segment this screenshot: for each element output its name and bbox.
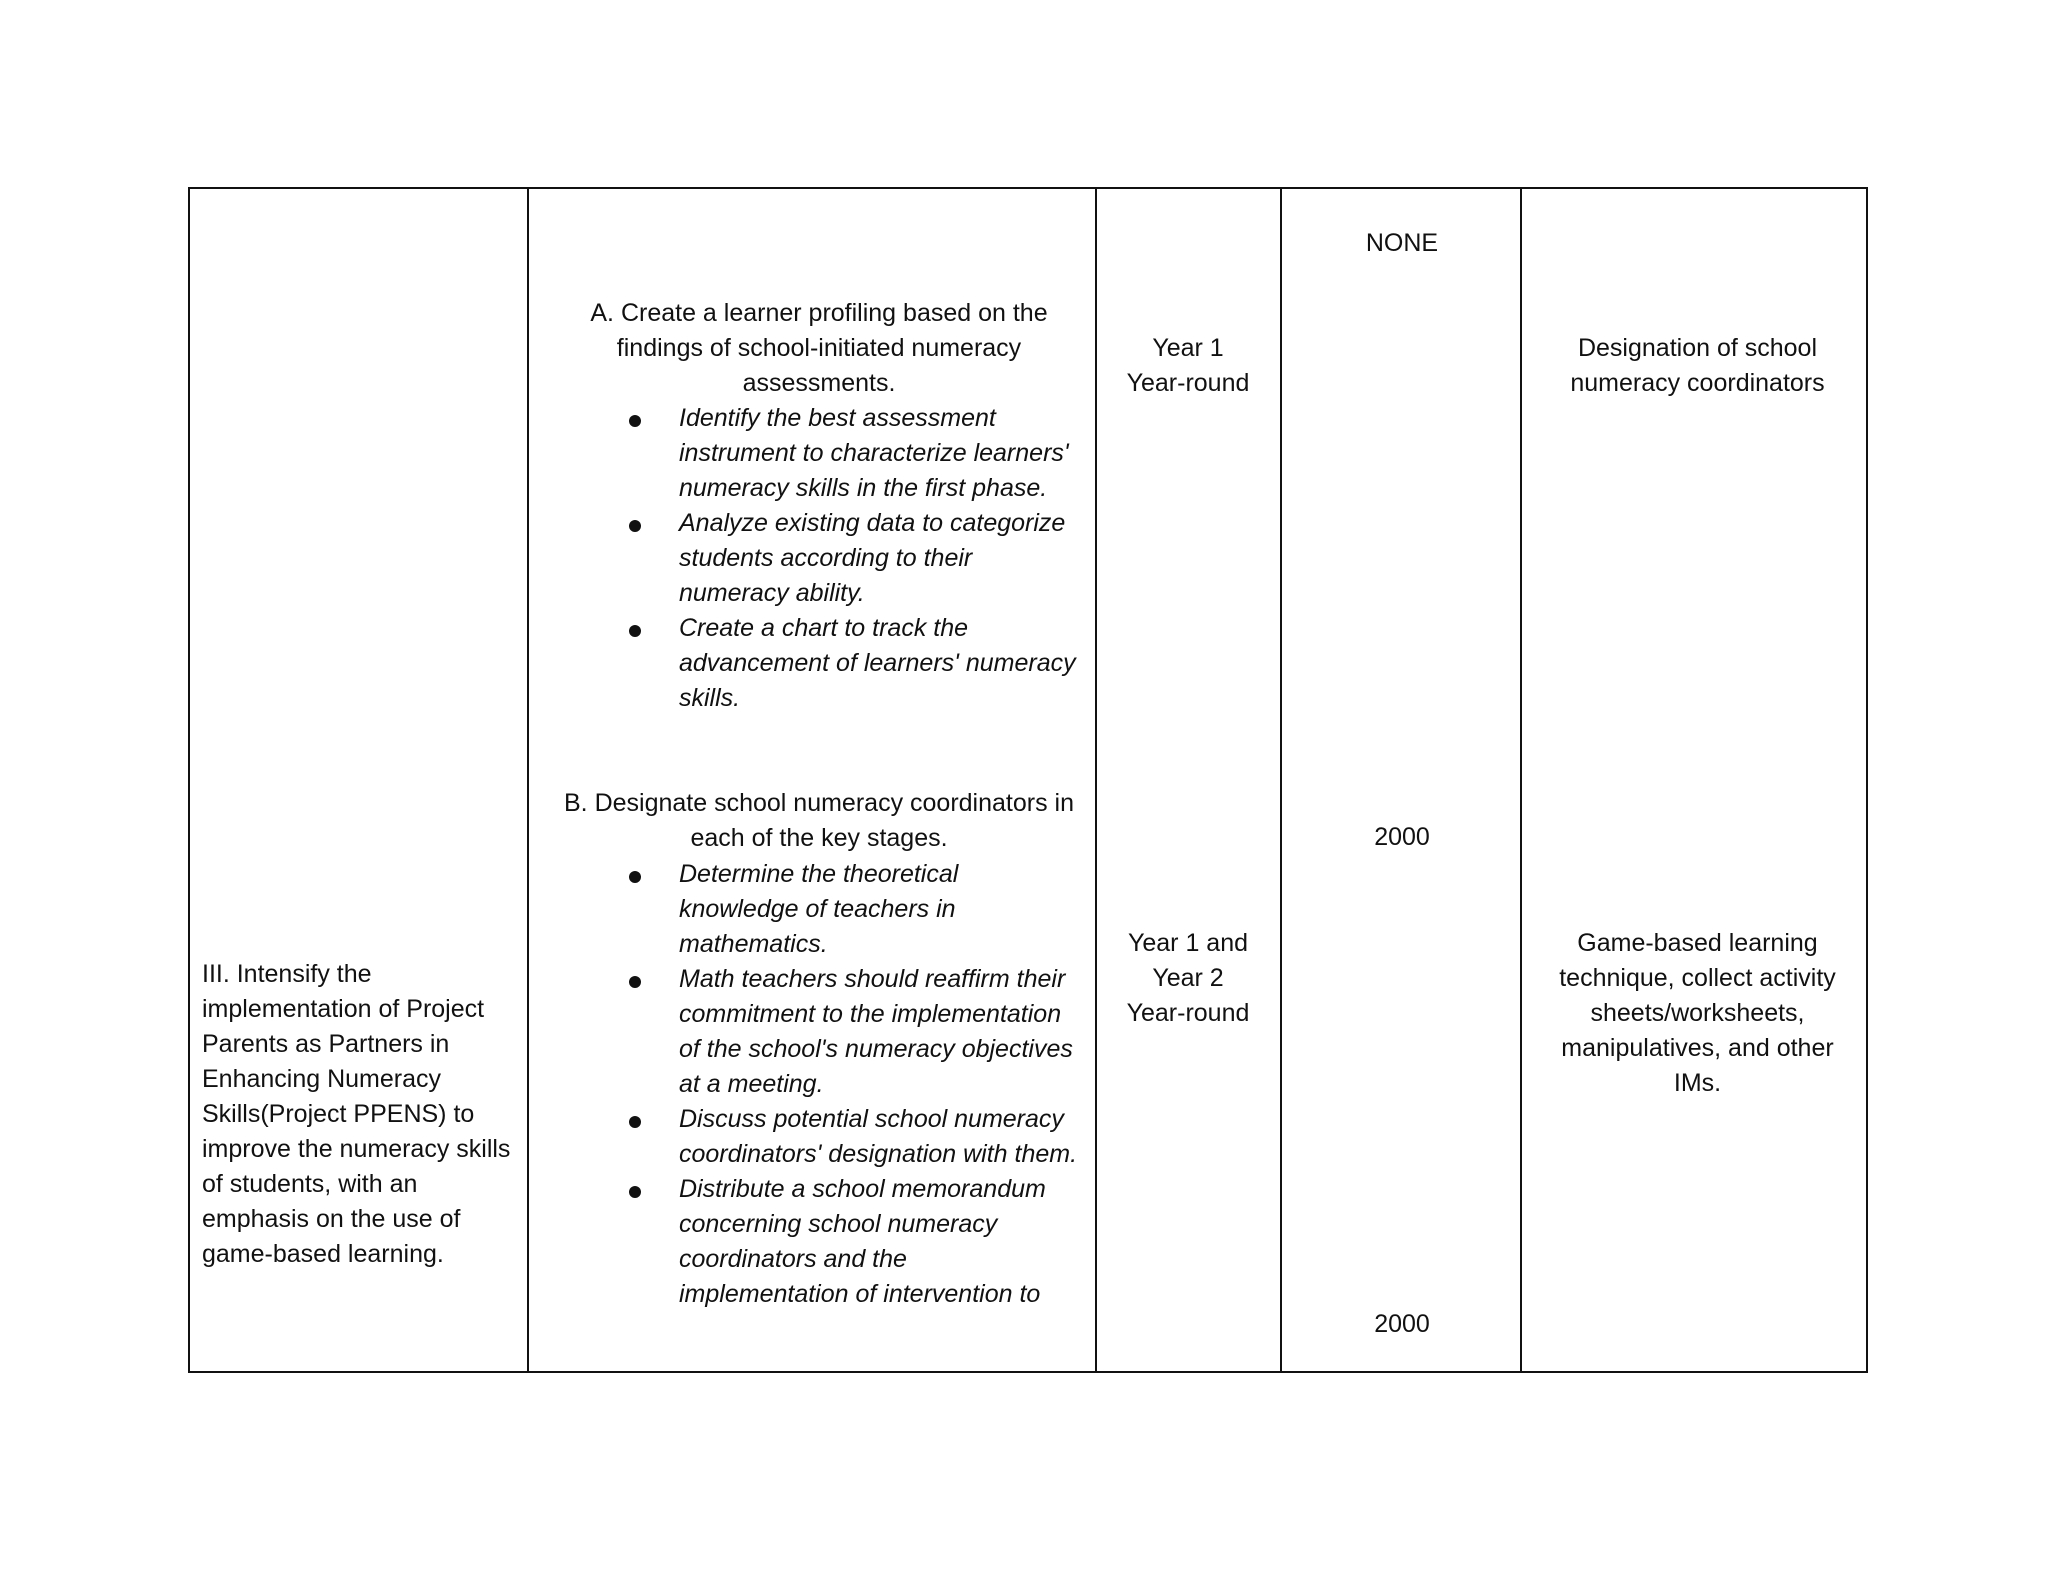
budget-cell (1282, 189, 1520, 1371)
list-item (629, 1172, 1079, 1312)
activity-a-title: A. Create a learner profiling based on the findings of school-initiated numeracy assessments. (590, 299, 1048, 397)
timeline-text: Year 1 and Year 2 Year-round (1126, 929, 1250, 1027)
budget-value: NONE (1365, 229, 1439, 257)
bullet-text: Create a chart to track the advancement of learners' numeracy skills. (679, 614, 1076, 712)
bullet-icon (629, 1186, 641, 1198)
bullet-icon (629, 1116, 641, 1128)
list-item (629, 962, 1079, 1102)
bullet-text: Identify the best assessment instrument to characterize learners' numeracy skills in the first phase. (679, 404, 1069, 502)
bullet-text: Analyze existing data to categorize students according to their numeracy ability. (679, 509, 1066, 607)
result-text: Game-based learning technique, collect activity sheets/worksheets, manipulatives, and other IMs. (1559, 929, 1836, 1097)
timeline-cell (1097, 189, 1280, 1371)
activities-cell (529, 189, 1095, 1371)
bullet-text: Discuss potential school numeracy coordinators' designation with them. (679, 1105, 1078, 1168)
bullet-icon (629, 520, 641, 532)
bullet-icon (629, 871, 641, 883)
bullet-icon (629, 976, 641, 988)
bullet-icon (629, 625, 641, 637)
list-item (629, 401, 1079, 506)
activity-b-title: B. Designate school numeracy coordinators in each of the key stages. (564, 789, 1074, 852)
activity-b-bullets (629, 857, 1079, 1312)
bullet-text: Determine the theoretical knowledge of teachers in mathematics. (679, 860, 959, 958)
budget-value: 2000 (1374, 1310, 1430, 1338)
list-item (629, 857, 1079, 962)
list-item (629, 506, 1079, 611)
budget-value: 2000 (1374, 823, 1430, 851)
objective-text: III. Intensify the implementation of Project Parents as Partners in Enhancing Numeracy Skills(Project PPENS) to improve the numeracy skills of students, with an emphasis on the use of game-based learning. (202, 960, 511, 1268)
timeline-text: Year 1 Year-round (1126, 334, 1250, 397)
objective-cell (190, 189, 527, 1371)
result-text: Designation of school numeracy coordinators (1570, 334, 1825, 397)
list-item (629, 611, 1079, 716)
bullet-text: Distribute a school memorandum concerning school numeracy coordinators and the implementation of intervention to (679, 1175, 1046, 1308)
action-plan-table (188, 187, 1868, 1373)
results-cell (1522, 189, 1868, 1371)
list-item (629, 1102, 1079, 1172)
activity-a-bullets (629, 401, 1079, 716)
bullet-text: Math teachers should reaffirm their commitment to the implementation of the school's numeracy objectives at a meeting. (679, 965, 1073, 1098)
bullet-icon (629, 415, 641, 427)
